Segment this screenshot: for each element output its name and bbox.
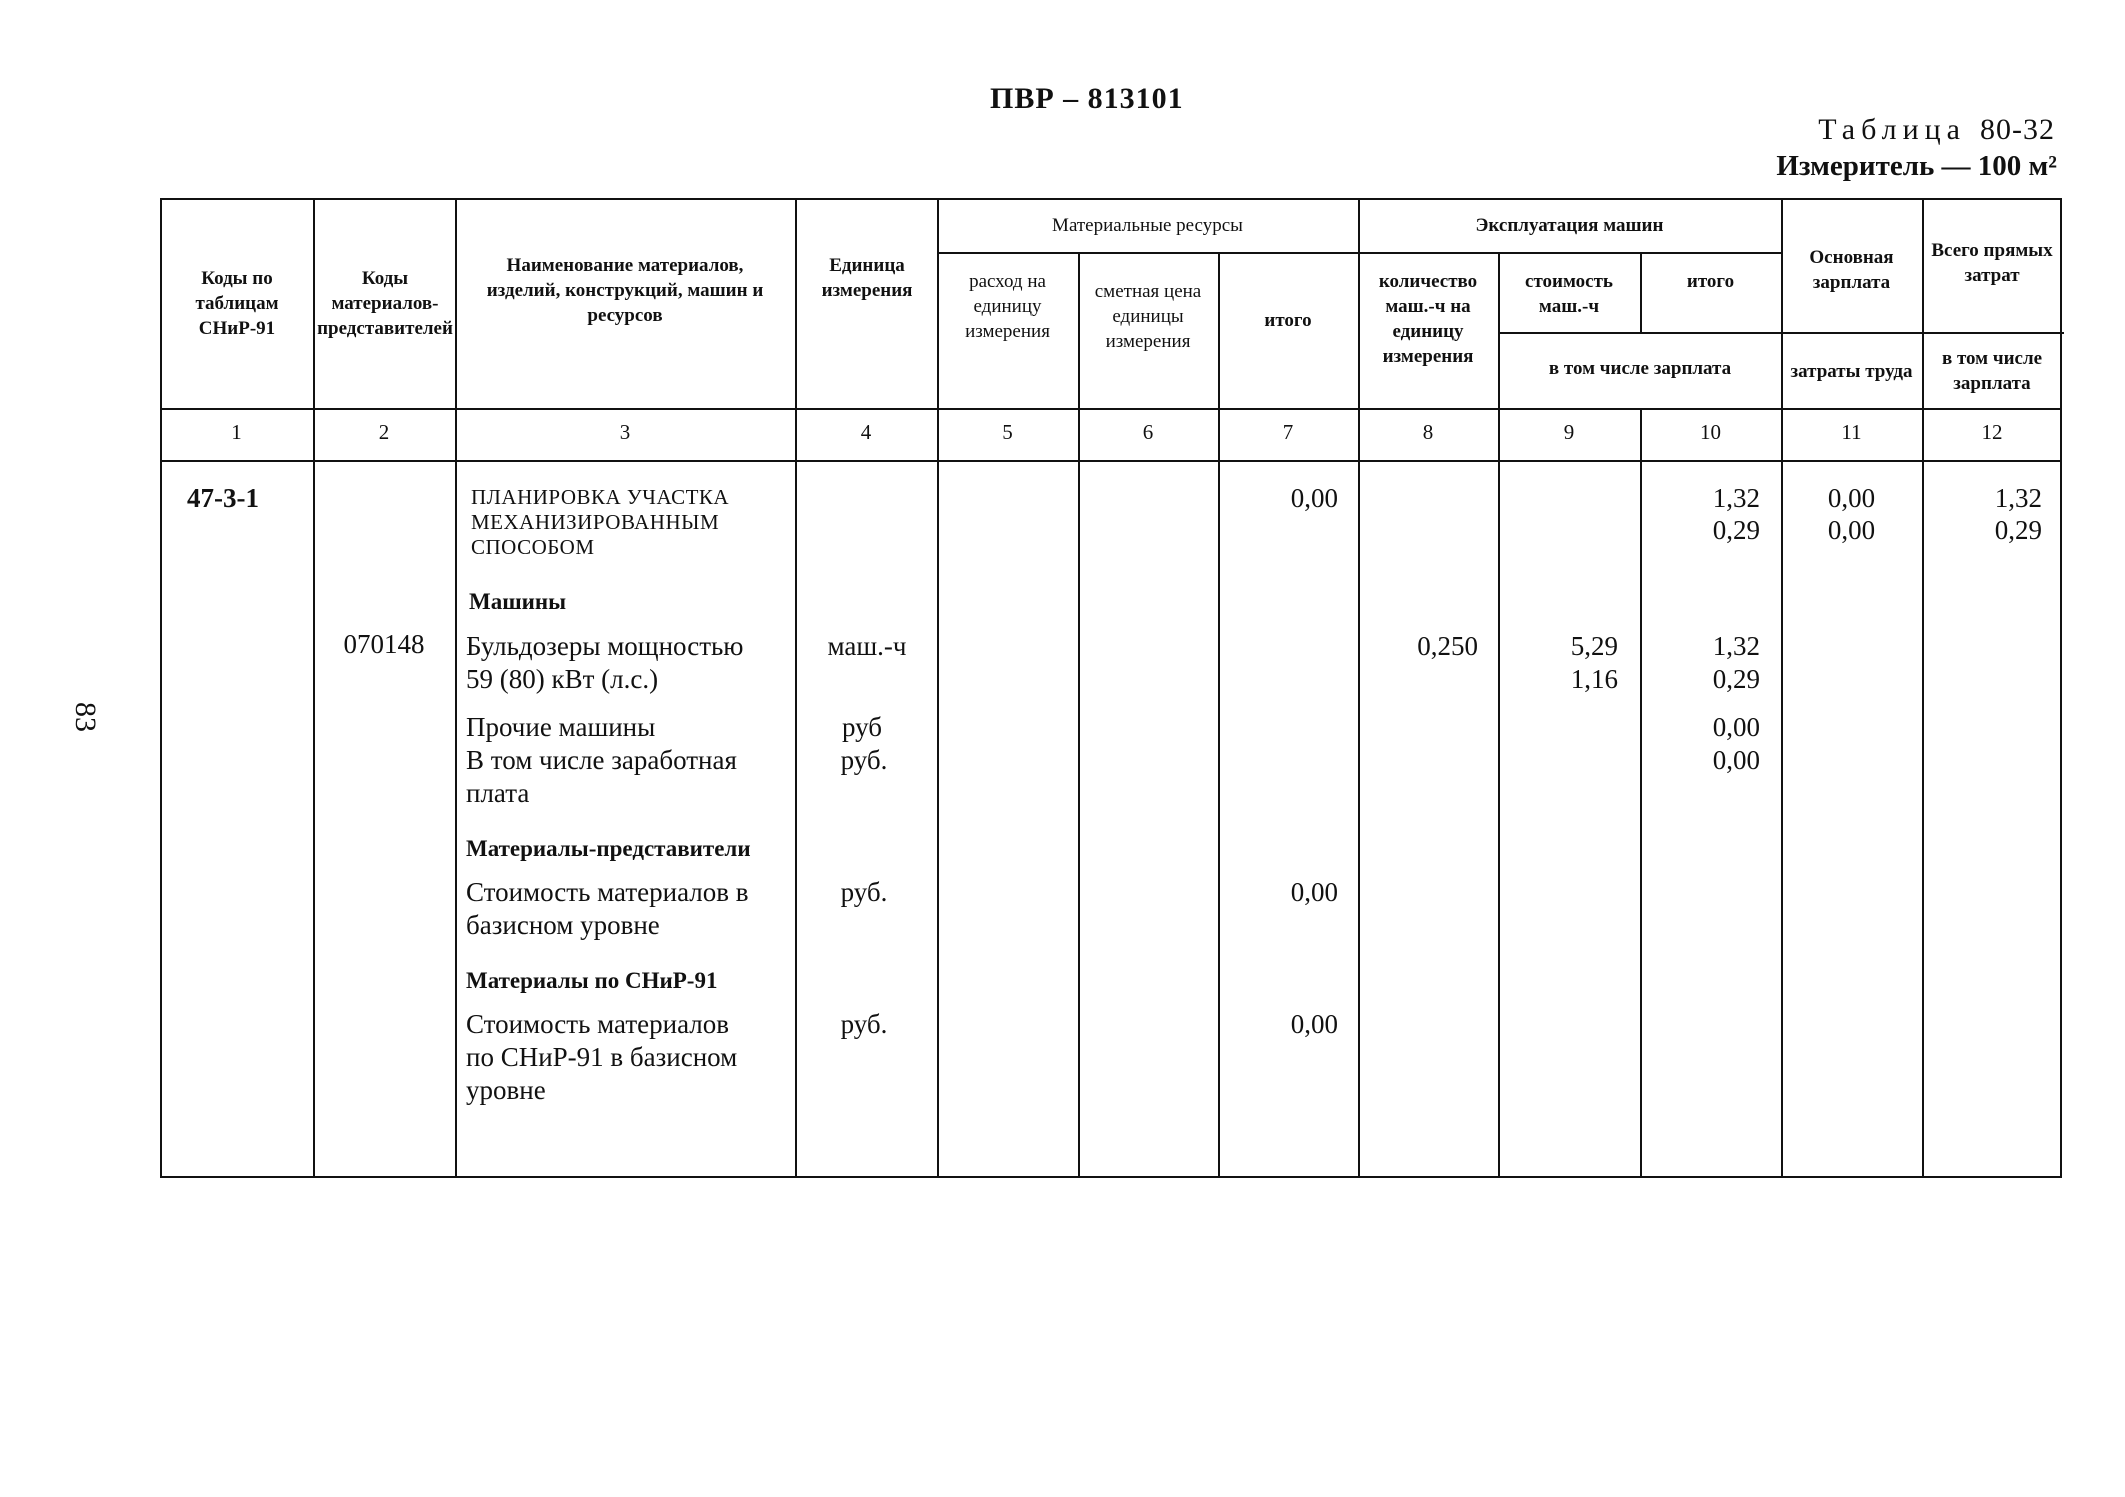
section-snir-materials: Материалы по СНиР-91 [466,968,718,993]
page-number: 83 [69,702,102,732]
table-label [1818,113,2055,147]
rep-materials-name: базисном уровне [466,910,660,940]
snir-materials-unit: руб. [840,1009,888,1039]
title-machine-total: 1,32 [1712,483,1760,513]
snir-materials-name: уровне [466,1075,546,1105]
wage-name: плата [466,778,530,808]
table-number: 80-32 [1980,113,2055,146]
table-word: Таблица [1818,113,1966,146]
column-number: 1 [231,420,242,444]
rep-materials-total: 0,00 [1290,877,1338,907]
section-representative-materials: Материалы-представители [466,836,751,861]
other-machines-unit: руб [841,712,883,742]
column-number: 6 [1142,420,1154,444]
column-number: 4 [860,420,872,444]
header-machine-hours: количество маш.-ч на единицу измерения [1378,271,1478,367]
wage-total: 0,00 [1712,745,1760,775]
header-name: Наименование материалов, изделий, конструкций, машин и ресурсов [486,254,764,326]
grid-line [1358,252,1782,254]
section-title-line: СПОСОБОМ [471,535,595,559]
grid-line [937,252,1360,254]
section-title-line: ПЛАНИРОВКА УЧАСТКА [471,485,730,509]
bulldozer-total: 1,32 [1712,631,1760,661]
grid-line [1498,332,1781,334]
column-number: 11 [1841,420,1862,444]
title-total-wage: 0,29 [1994,515,2042,545]
header-labor: затраты труда [1790,360,1913,382]
grid-line [455,198,457,1178]
snir-materials-total: 0,00 [1290,1009,1338,1039]
grid-line [160,460,2062,462]
section-machines: Машины [469,589,567,614]
header-machine-operation: Эксплуатация машин [1475,214,1664,236]
bulldozer-hour-cost: 5,29 [1570,631,1618,661]
row-code: 47-3-1 [187,483,259,513]
column-number: 3 [619,420,631,444]
column-number: 5 [1002,420,1013,444]
bulldozer-unit: маш.-ч [827,631,907,661]
other-machines-name: Прочие машины [466,712,656,742]
document-title: ПВР – 813101 [990,82,1184,115]
grid-line [1498,253,1500,1178]
header-incl-wages: в том числе зарплата [1548,357,1732,379]
snir-materials-name: по СНиР-91 в базисном [466,1042,738,1072]
header-machine-total: итого [1686,270,1735,292]
column-number: 7 [1282,420,1294,444]
header-consumption: расход на единицу измерения [965,270,1050,342]
column-number: 2 [378,420,390,444]
title-material-total: 0,00 [1290,483,1338,513]
grid-line [160,408,2062,410]
section-title-line: МЕХАНИЗИРОВАННЫМ [471,510,720,534]
rep-materials-name: Стоимость материалов в [466,877,749,907]
column-number: 9 [1563,420,1575,444]
grid-line [1781,332,2064,334]
snir-materials-name: Стоимость материалов [466,1009,730,1039]
header-unit-price: сметная цена единицы измерения [1094,280,1202,352]
header-material-resources: Материальные ресурсы [1052,214,1243,236]
grid-line [313,198,315,1178]
bulldozer-code: 070148 [343,629,425,659]
header-rep-codes: Коды материалов-представителей [317,267,453,339]
header-total-direct: Всего прямых затрат [1931,239,2053,286]
title-total-direct: 1,32 [1994,483,2042,513]
bulldozer-name: Бульдозеры мощностью [466,631,744,661]
title-base-wage: 0,00 [1827,483,1876,513]
header-material-total: итого [1264,309,1312,331]
bulldozer-name: 59 (80) кВт (л.с.) [466,664,659,694]
wage-unit: руб. [840,745,888,775]
wage-name: В том числе заработная [466,745,737,775]
bulldozer-machine-hours: 0,250 [1417,631,1478,661]
header-codes-snir: Коды по таблицам СНиР-91 [195,267,279,339]
unit-label: Измеритель — 100 м² [1776,150,2057,182]
header-total-incl-wages: в том числе зарплата [1941,348,2043,394]
column-number: 10 [1700,420,1721,444]
column-number: 8 [1422,420,1434,444]
title-machine-wage: 0,29 [1712,515,1760,545]
title-labor: 0,00 [1827,515,1876,545]
bulldozer-total-wage: 0,29 [1712,664,1760,694]
header-machine-hour-cost: стоимость маш.-ч [1525,271,1613,317]
column-number: 12 [1981,420,2003,444]
header-unit: Единица измерения [821,254,913,301]
bulldozer-hour-wage: 1,16 [1570,664,1618,694]
header-base-wage: Основная зарплата [1809,247,1894,293]
rep-materials-unit: руб. [840,877,888,907]
grid-line [1078,253,1080,1178]
other-machines-total: 0,00 [1712,712,1760,742]
